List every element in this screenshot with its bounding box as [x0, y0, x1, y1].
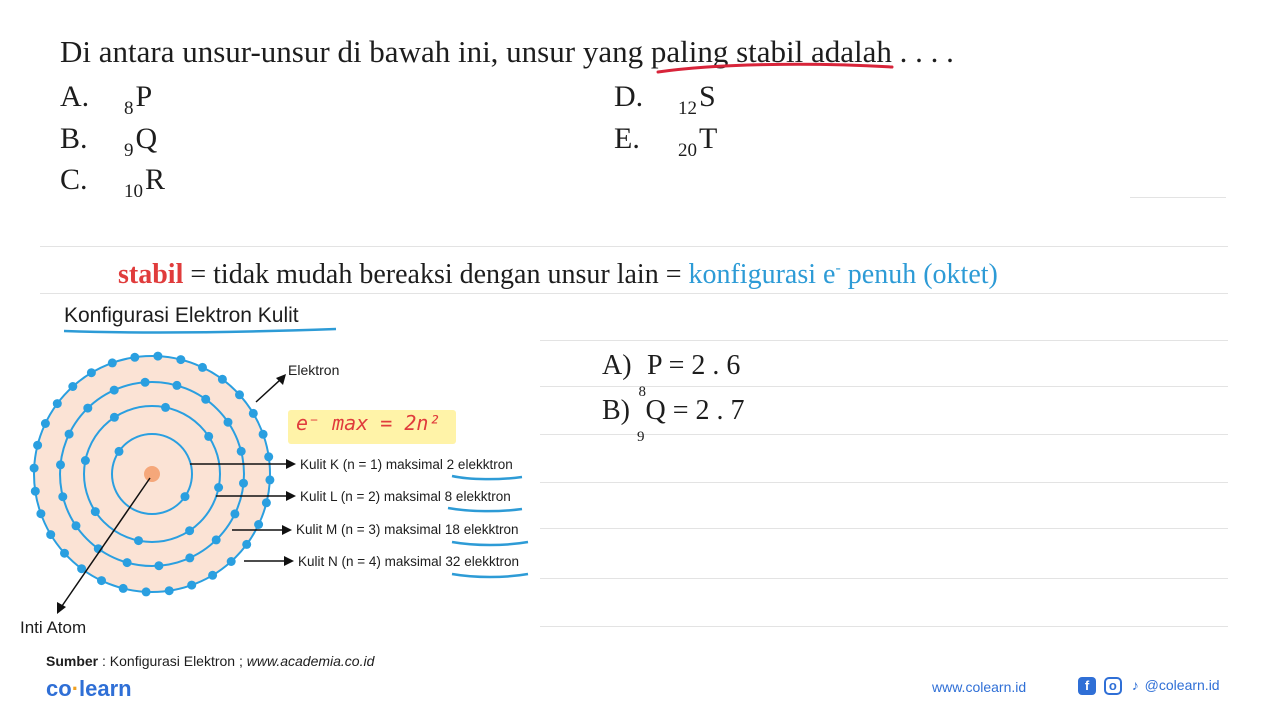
shell-count: 18 elekktron — [444, 522, 519, 537]
option-letter: C. — [60, 163, 88, 196]
electron-dot — [60, 549, 69, 558]
electron-dot — [115, 447, 124, 456]
electron-dot — [81, 456, 90, 465]
electron-dot — [265, 475, 274, 484]
shell-count: 2 elekktron — [446, 457, 513, 472]
formula: e⁻ max = 2n² — [296, 411, 441, 435]
electron-dot — [142, 587, 151, 596]
electron-dot — [56, 460, 65, 469]
definition-term: stabil — [118, 259, 184, 290]
shell-n-label — [298, 554, 519, 569]
brand-dot: · — [71, 676, 80, 701]
option-symbol: R — [145, 163, 166, 196]
option-letter: D. — [614, 80, 644, 113]
nucleus-label: Inti Atom — [20, 618, 87, 637]
shell-m-label — [296, 522, 518, 537]
option-symbol: Q — [135, 122, 158, 155]
option-number: 10 — [124, 181, 143, 202]
option-number: 12 — [678, 98, 697, 119]
electron-dot — [262, 498, 271, 507]
electron-dot — [91, 507, 100, 516]
answer-number: 8 — [638, 384, 647, 400]
electron-dot — [123, 558, 132, 567]
electron-dot — [41, 419, 50, 428]
answer-config: = 2 . 6 — [661, 350, 741, 381]
electron-dot — [224, 418, 233, 427]
electron-dot — [36, 509, 45, 518]
electron-dot — [254, 520, 263, 529]
electron-dot — [110, 413, 119, 422]
electron-dot — [235, 390, 244, 399]
electron-dot — [208, 571, 217, 580]
electron-dot — [33, 441, 42, 450]
electron-dot — [30, 464, 39, 473]
brand-right: learn — [79, 676, 132, 701]
shell-text: Kulit K (n = 1) maksimal — [300, 457, 447, 472]
electron-dot — [46, 530, 55, 539]
source-line — [46, 653, 374, 669]
electron-dot — [264, 452, 273, 461]
electron-dot — [110, 386, 119, 395]
answer-config: = 2 . 7 — [665, 395, 745, 426]
shell-k-label — [300, 457, 513, 472]
electron-dot — [108, 358, 117, 367]
definition-superscript: - — [835, 259, 841, 277]
option-d — [614, 80, 716, 119]
definition-middle: = tidak mudah bereaksi dengan unsur lain = — [183, 259, 689, 290]
electron-dot — [230, 509, 239, 518]
source-text: : Konfigurasi Elektron ; — [98, 653, 247, 669]
electron-dot — [237, 447, 246, 456]
question-underline — [655, 58, 895, 80]
definition-result-tail: penuh (oktet) — [840, 259, 998, 290]
electron-dot — [83, 404, 92, 413]
shell-count: 8 elekktron — [444, 489, 511, 504]
arrow-electron — [256, 380, 280, 402]
option-letter: E. — [614, 122, 640, 155]
option-c — [60, 163, 166, 202]
option-a — [60, 80, 153, 119]
option-b — [60, 122, 158, 161]
brand-logo[interactable] — [46, 676, 132, 702]
electron-dot — [218, 375, 227, 384]
source-label: Sumber — [46, 653, 99, 669]
electron-dot — [58, 492, 67, 501]
electron-dot — [172, 381, 181, 390]
electron-dot — [227, 557, 236, 566]
electron-dot — [134, 536, 143, 545]
electron-dot — [187, 581, 196, 590]
option-number: 20 — [678, 140, 697, 161]
electron-dot — [198, 363, 207, 372]
answer-a — [602, 350, 741, 400]
electron-dot — [53, 399, 62, 408]
website-link[interactable]: www.colearn.id — [932, 679, 1027, 695]
facebook-icon[interactable]: f — [1078, 677, 1096, 695]
electron-dot — [97, 576, 106, 585]
shell-text: Kulit M (n = 3) maksimal — [296, 522, 445, 537]
shell-l-label — [300, 489, 511, 504]
shell-text: Kulit L (n = 2) maksimal — [300, 489, 445, 504]
electron-dot — [249, 409, 258, 418]
electron-dot — [141, 378, 150, 387]
definition-line — [118, 259, 998, 291]
electron-dot — [31, 487, 40, 496]
electron-dot — [153, 352, 162, 361]
option-letter: A. — [60, 80, 90, 113]
answer-number: 9 — [637, 429, 645, 445]
option-symbol: P — [135, 80, 153, 113]
electron-dot — [119, 584, 128, 593]
electron-dot — [242, 540, 251, 549]
electron-dot — [259, 430, 268, 439]
nucleus — [144, 466, 160, 482]
electron-dot — [130, 353, 139, 362]
electron-dot — [87, 368, 96, 377]
answer-label: B) — [602, 395, 630, 426]
answer-symbol: P — [647, 350, 662, 381]
electron-dot — [185, 553, 194, 562]
diagram-title: Konfigurasi Elektron Kulit — [64, 304, 299, 327]
electron-dot — [68, 382, 77, 391]
answer-b — [602, 395, 745, 445]
electron-dot — [161, 403, 170, 412]
electron-dot — [165, 586, 174, 595]
electron-dot — [181, 492, 190, 501]
electron-dot — [72, 521, 81, 530]
option-number: 9 — [124, 140, 134, 161]
option-number: 8 — [124, 98, 134, 119]
social-handle[interactable]: @colearn.id — [1144, 677, 1220, 693]
electron-dot — [201, 395, 210, 404]
option-symbol: T — [699, 122, 718, 155]
electron-dot — [214, 483, 223, 492]
electron-dot — [204, 432, 213, 441]
shell-count: 32 elekktron — [445, 554, 519, 569]
electron-label: Elektron — [288, 362, 340, 378]
shell-text: Kulit N (n = 4) maksimal — [298, 554, 446, 569]
brand-left: co — [46, 676, 72, 701]
option-e — [614, 122, 718, 161]
electron-dot — [65, 430, 74, 439]
electron-dot — [212, 535, 221, 544]
tiktok-icon[interactable]: ♪ — [1131, 677, 1139, 693]
option-symbol: S — [699, 80, 716, 113]
definition-result: konfigurasi e — [688, 259, 836, 290]
electron-dot — [185, 526, 194, 535]
title-underline — [62, 326, 338, 336]
electron-dot — [154, 561, 163, 570]
answer-label: A) — [602, 350, 632, 381]
option-letter: B. — [60, 122, 88, 155]
electron-dot — [176, 355, 185, 364]
question-text: Di antara unsur-unsur di bawah ini, unsur yang paling stabil adalah . . . . — [60, 34, 954, 69]
instagram-icon[interactable]: o — [1104, 677, 1122, 695]
answer-symbol: Q — [645, 395, 666, 426]
electron-dot — [239, 479, 248, 488]
social-row — [1078, 677, 1220, 695]
source-url: www.academia.co.id — [246, 653, 375, 669]
